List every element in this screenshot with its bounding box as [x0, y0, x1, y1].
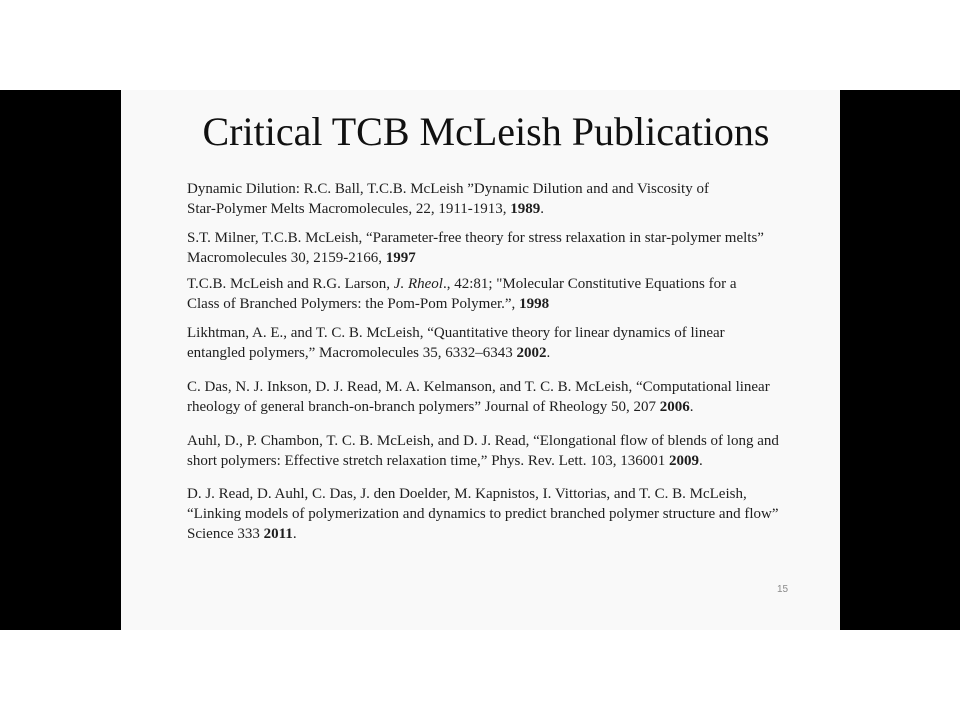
publication-line: rheology of general branch-on-branch polymers” Journal of Rheology 50, 207 2006. [187, 399, 694, 415]
publication-item [187, 274, 837, 314]
publication-line: T.C.B. McLeish and R.G. Larson, J. Rheol., 42:81; "Molecular Constitutive Equations for a [187, 276, 737, 292]
journal-name: J. Rheol [393, 276, 443, 292]
slide-title: Critical TCB McLeish Publications [202, 109, 770, 154]
publication-item [187, 377, 837, 417]
publication-line: Dynamic Dilution: R.C. Ball, T.C.B. McLeish ”Dynamic Dilution and and Viscosity of [187, 181, 709, 197]
publication-line: Auhl, D., P. Chambon, T. C. B. McLeish, and D. J. Read, “Elongational flow of blends of long and [187, 433, 779, 449]
publication-year: 1989 [510, 201, 541, 217]
publication-item [187, 179, 837, 219]
publication-item [187, 484, 837, 544]
publication-year: 1997 [385, 250, 416, 266]
publication-year: 2009 [668, 453, 699, 469]
publication-year: 1998 [519, 296, 550, 312]
publication-line: Macromolecules 30, 2159-2166, 1997 [187, 250, 416, 266]
publication-line: D. J. Read, D. Auhl, C. Das, J. den Doelder, M. Kapnistos, I. Vittorias, and T. C. B. McLeish, [187, 486, 747, 502]
publication-line: Star-Polymer Melts Macromolecules, 22, 1911-1913, 1989. [187, 201, 545, 217]
publication-line: C. Das, N. J. Inkson, D. J. Read, M. A. Kelmanson, and T. C. B. McLeish, “Computational linear [187, 379, 770, 395]
publication-year: 2002 [516, 345, 547, 361]
publication-item [187, 431, 837, 471]
publication-line: “Linking models of polymerization and dynamics to predict branched polymer structure and flow” [187, 506, 779, 522]
publication-year: 2006 [659, 399, 690, 415]
publication-line: short polymers: Effective stretch relaxation time,” Phys. Rev. Lett. 103, 136001 2009. [187, 453, 703, 469]
publication-year: 2011 [263, 526, 293, 542]
publication-item [187, 228, 837, 268]
slide [121, 90, 840, 630]
publication-item [187, 323, 837, 363]
page-number: 15 [777, 584, 789, 595]
publication-line: Likhtman, A. E., and T. C. B. McLeish, “Quantitative theory for linear dynamics of linear [187, 325, 725, 341]
publication-line: entangled polymers,” Macromolecules 35, 6332–6343 2002. [187, 345, 551, 361]
publication-line: Class of Branched Polymers: the Pom-Pom Polymer.”, 1998 [187, 296, 550, 312]
publication-line: Science 333 2011. [187, 526, 297, 542]
publication-line: S.T. Milner, T.C.B. McLeish, “Parameter-free theory for stress relaxation in star-polymer melts” [187, 230, 764, 246]
